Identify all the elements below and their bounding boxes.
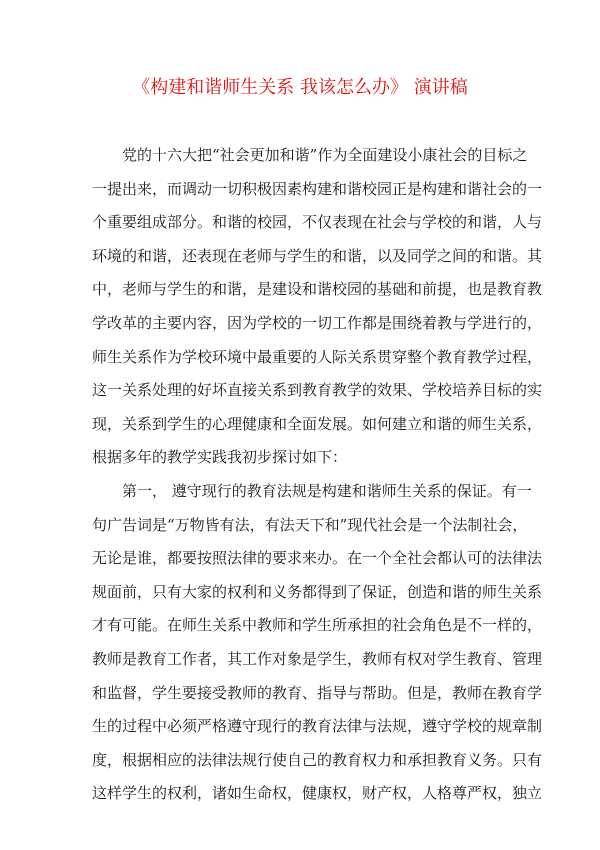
body-line: 师生关系作为学校环境中最重要的人际关系贯穿整个教育教学过程， xyxy=(92,347,543,366)
body-line: 第一， 遵守现行的教育法规是构建和谐师生关系的保证。有一 xyxy=(92,481,532,500)
body-line: 度，根据相应的法律法规行使自己的教育权力和承担教育义务。只有 xyxy=(92,750,543,769)
body-line: 生的过程中必须严格遵守现行的教育法律与法规，遵守学校的规章制 xyxy=(92,717,543,736)
body-line: 个重要组成部分。和谐的校园，不仅表现在社会与学校的和谐，人与 xyxy=(92,213,543,232)
body-line: 根据多年的教学实践我初步探讨如下： xyxy=(92,448,348,467)
body-line: 中，老师与学生的和谐，是建设和谐校园的基础和前提，也是教育教 xyxy=(92,280,543,299)
document-body xyxy=(92,139,543,811)
body-line: 教师是教育工作者，其工作对象是学生，教师有权对学生教育、管理 xyxy=(92,649,543,668)
body-line: 无论是谁，都要按照法律的要求来办。在一个全社会都认可的法律法 xyxy=(92,549,543,568)
body-line: 学改革的主要内容，因为学校的一切工作都是围绕着教与学进行的， xyxy=(92,313,543,332)
body-line: 这一关系处理的好坏直接关系到教育教学的效果、学校培养目标的实 xyxy=(92,381,543,400)
body-line: 一提出来，而调动一切积极因素构建和谐校园正是构建和谐社会的一 xyxy=(92,179,543,198)
body-line: 规面前，只有大家的权利和义务都得到了保证，创造和谐的师生关系 xyxy=(92,582,543,601)
body-line: 党的十六大把“社会更加和谐”作为全面建设小康社会的目标之 xyxy=(92,146,528,164)
body-line: 环境的和谐，还表现在老师与学生的和谐，以及同学之间的和谐。其 xyxy=(92,246,543,265)
body-line: 现，关系到学生的心理健康和全面发展。如何建立和谐的师生关系， xyxy=(92,414,543,433)
body-line: 才有可能。在师生关系中教师和学生所承担的社会角色是不一样的， xyxy=(92,616,543,635)
body-line: 这样学生的权利，诸如生命权，健康权，财产权，人格尊严权，独立 xyxy=(92,784,543,803)
body-line: 句广告词是“万物皆有法，有法天下和”现代社会是一个法制社会， xyxy=(92,515,528,534)
body-line: 和监督，学生要接受教师的教育、指导与帮助。但是，教师在教育学 xyxy=(92,683,543,702)
document-title: 《构建和谐师生关系 我该怎么办》 演讲稿 xyxy=(132,77,468,98)
